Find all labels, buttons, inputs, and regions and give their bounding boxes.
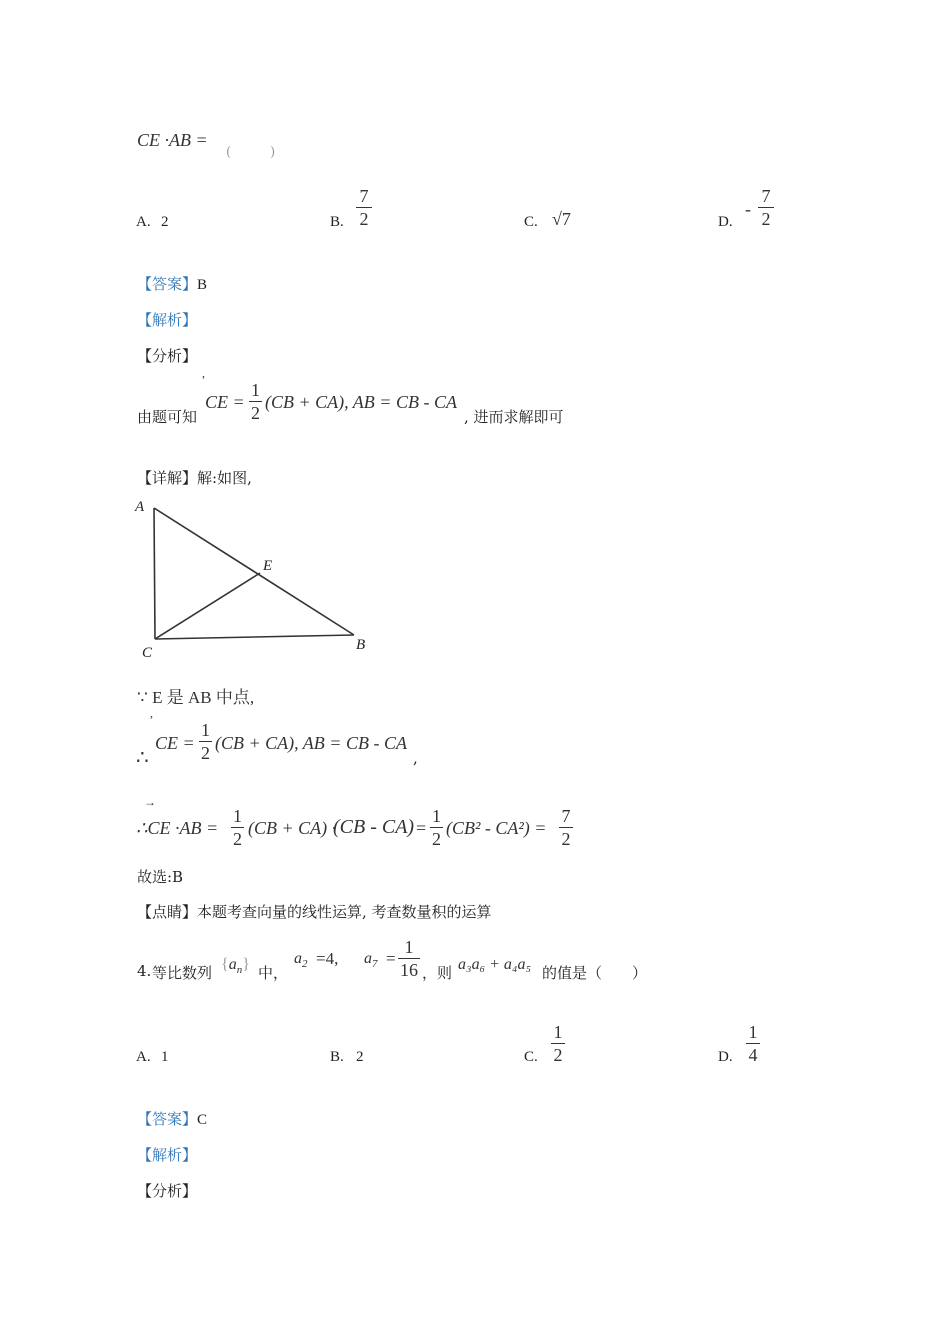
side-cb: [155, 635, 354, 639]
vector-mark: ,: [150, 706, 153, 720]
half-denominator: 2: [432, 829, 441, 849]
q3-therefore2-eq: =: [416, 818, 427, 838]
q3-result-fraction: [559, 806, 573, 849]
q4-option-c-fraction: [551, 1022, 565, 1065]
q3-therefore1-half: [199, 720, 212, 763]
a2-symbol: a: [294, 950, 302, 967]
fraction-bar: [430, 827, 443, 828]
q4-text1: 等比数列: [152, 964, 213, 982]
q3-option-d-fraction: [758, 186, 774, 229]
brace-left: {: [221, 956, 229, 973]
a7-numerator: 1: [404, 937, 414, 957]
q3-option-b-denominator: 2: [359, 209, 369, 229]
q4-option-d-denominator: 4: [748, 1045, 758, 1065]
q3-option-b-numerator: 7: [359, 186, 369, 206]
q3-because-line: ∵ E 是 AB 中点,: [137, 688, 255, 707]
q4-option-d-fraction: [746, 1022, 760, 1065]
answer-value: C: [197, 1112, 208, 1128]
q4-text2: 中，: [258, 964, 289, 982]
a2-subscript: 2: [302, 958, 308, 970]
q3-therefore2-mid: (CB + CA) ·: [248, 818, 337, 838]
q3-therefore2-lhs: ∴CE ·AB =: [136, 818, 219, 838]
fraction-bar: [758, 207, 774, 208]
q4-text4: 的值是（ ）: [542, 964, 648, 982]
q4-a2: [294, 950, 308, 970]
q4-option-b-value: 2: [356, 1049, 364, 1065]
q3-dianjing: [137, 901, 492, 922]
q3-therefore1-symbol: ∴: [136, 747, 149, 769]
vertex-label-c: C: [142, 645, 153, 661]
q4-a7-eq: =: [386, 949, 396, 968]
fraction-bar: [551, 1043, 565, 1044]
sequence-subscript: n: [236, 964, 243, 976]
q4-number: 4.: [137, 962, 152, 980]
half-numerator: 1: [432, 806, 441, 826]
q4-jiexi-tag: 【解析】: [137, 1146, 198, 1164]
q3-guxuan: 故选:B: [137, 868, 184, 886]
q3-stem-paren: ( ): [226, 145, 276, 160]
q3-option-a-label: A.: [136, 214, 151, 230]
half-denominator: 2: [233, 829, 242, 849]
answer-tag: 【答案】: [137, 1110, 198, 1128]
xiangjie-tag: 【详解】: [137, 469, 198, 487]
triangle-figure: [130, 495, 380, 665]
q3-xiangjie: [137, 467, 252, 488]
q4-option-b-label: B.: [330, 1049, 344, 1065]
result-numerator: 7: [561, 806, 571, 826]
q4-expression: a₃a₆ + a₄a₅: [458, 956, 532, 973]
q3-option-d-label: D.: [718, 214, 733, 230]
q4-option-d-label: D.: [718, 1049, 733, 1065]
side-ab: [154, 508, 354, 635]
q3-fenxi-prefix: 由题可知: [137, 408, 198, 426]
half-denominator: 2: [251, 403, 260, 423]
q4-a7: [364, 950, 378, 970]
vertex-label-e: E: [263, 558, 273, 574]
q4-option-a-value: 1: [161, 1049, 169, 1065]
q4-fenxi-tag: 【分析】: [137, 1182, 198, 1200]
xiangjie-text: 解:如图,: [197, 469, 252, 487]
q3-option-d-numerator: 7: [761, 186, 771, 206]
dianjing-text: 本题考查向量的线性运算, 考查数量积的运算: [197, 903, 492, 921]
answer-tag: 【答案】: [137, 275, 198, 293]
q3-option-c-value: √7: [552, 209, 571, 229]
q3-fenxi-half: [249, 380, 262, 423]
fraction-bar: [249, 401, 262, 402]
a7-denominator: 16: [400, 960, 418, 980]
q4-a2-value: =4,: [316, 949, 339, 968]
q4-answer: [137, 1108, 207, 1129]
vertex-label-b: B: [356, 637, 366, 653]
fraction-bar: [231, 827, 244, 828]
result-denominator: 2: [561, 829, 571, 849]
q3-fenxi-suffix: , 进而求解即可: [464, 408, 564, 426]
side-ac: [154, 508, 155, 639]
half-numerator: 1: [233, 806, 242, 826]
half-denominator: 2: [201, 743, 210, 763]
q4-sequence: [221, 956, 250, 976]
q4-option-a-label: A.: [136, 1049, 151, 1065]
q4-option-c-denominator: 2: [553, 1045, 563, 1065]
vector-arrow-mark: →: [144, 795, 156, 809]
segment-ce: [155, 573, 260, 639]
q4-option-c-label: C.: [524, 1049, 538, 1065]
q3-option-b-fraction: [356, 186, 372, 229]
q3-option-c-label: C.: [524, 214, 538, 230]
sequence-symbol: a: [228, 956, 237, 973]
q3-therefore1-suffix: ,: [413, 749, 418, 767]
q3-fenxi-ce: CE =: [205, 392, 245, 412]
answer-value: B: [197, 277, 208, 293]
a7-symbol: a: [364, 950, 372, 967]
q3-stem-expression: CE ·AB =: [137, 130, 208, 150]
brace-right: }: [242, 956, 250, 973]
q4-option-d-numerator: 1: [748, 1022, 758, 1042]
vertex-label-a: A: [135, 499, 145, 515]
q4-a7-fraction: [398, 937, 420, 980]
q3-option-d-sign: -: [745, 199, 751, 219]
fraction-bar: [559, 827, 573, 828]
q3-option-a-value: 2: [161, 214, 169, 230]
a7-subscript: 7: [372, 958, 378, 970]
fraction-bar: [356, 207, 372, 208]
fraction-bar: [199, 741, 212, 742]
fraction-bar: [746, 1043, 760, 1044]
vector-mark: ,: [202, 366, 205, 380]
half-numerator: 1: [251, 380, 260, 400]
q4-option-c-numerator: 1: [553, 1022, 563, 1042]
q3-therefore2-half: [231, 806, 244, 849]
q3-fenxi-tag: 【分析】: [137, 347, 198, 365]
q3-jiexi-tag: 【解析】: [137, 311, 198, 329]
half-numerator: 1: [201, 720, 210, 740]
q3-therefore1-ce: CE =: [155, 733, 195, 753]
q3-therefore2-half-2: [430, 806, 443, 849]
q3-answer: [137, 273, 207, 294]
q4-text3: ，则: [422, 964, 453, 982]
q3-fenxi-expression: (CB + CA), AB = CB - CA: [265, 392, 457, 412]
q3-therefore2-paren: (CB - CA): [333, 816, 415, 838]
q3-therefore1-expression: (CB + CA), AB = CB - CA: [215, 733, 407, 753]
q3-option-d-denominator: 2: [761, 209, 771, 229]
q3-therefore2-squares: (CB² - CA²) =: [446, 818, 547, 838]
dianjing-tag: 【点睛】: [137, 903, 198, 921]
q3-option-b-label: B.: [330, 214, 344, 230]
fraction-bar: [398, 958, 420, 959]
